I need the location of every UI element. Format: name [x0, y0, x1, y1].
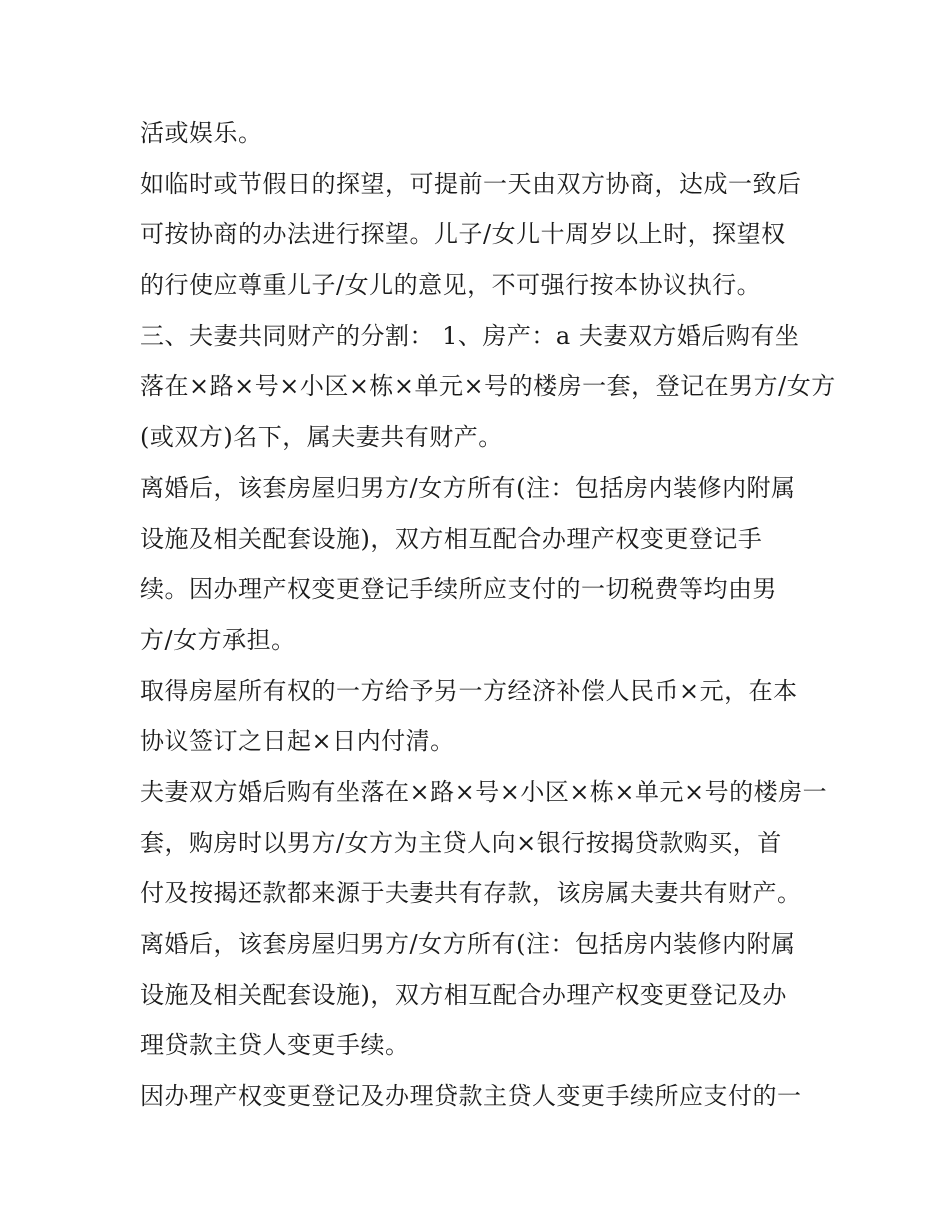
text-line: 可按协商的办法进行探望。儿子/女儿十周岁以上时，探望权 — [140, 220, 786, 249]
text-line: 夫妻双方婚后购有坐落在×路×号×小区×栋×单元×号的楼房一 — [140, 777, 828, 806]
document-body — [140, 108, 836, 1122]
text-line: 因办理产权变更登记及办理贷款主贷人变更手续所应支付的一 — [140, 1082, 802, 1111]
text-line: 协议签订之日起×日内付清。 — [140, 727, 455, 756]
text-line: 离婚后，该套房屋归男方/女方所有(注：包括房内装修内附属 — [140, 473, 796, 502]
text-line: 的行使应尊重儿子/女儿的意见，不可强行按本协议执行。 — [140, 271, 762, 300]
text-line: 方/女方承担。 — [140, 625, 296, 654]
text-line: 付及按揭还款都来源于夫妻共有存款，该房属夫妻共有财产。 — [140, 879, 802, 908]
text-line: 三、夫妻共同财产的分割： 1、房产：a 夫妻双方婚后购有坐 — [140, 321, 800, 350]
text-line: 取得房屋所有权的一方给予另一方经济补偿人民币×元，在本 — [140, 676, 798, 705]
text-line: 如临时或节假日的探望，可提前一天由双方协商，达成一致后 — [140, 169, 802, 198]
text-line: 续。因办理产权变更登记手续所应支付的一切税费等均由男 — [140, 575, 777, 604]
text-line: 设施及相关配套设施)，双方相互配合办理产权变更登记手 — [140, 524, 763, 553]
text-line: 设施及相关配套设施)，双方相互配合办理产权变更登记及办 — [140, 980, 787, 1009]
text-line: 理贷款主贷人变更手续。 — [140, 1031, 410, 1060]
text-line: 落在×路×号×小区×栋×单元×号的楼房一套，登记在男方/女方 — [140, 372, 836, 401]
text-line: 套，购房时以男方/女方为主贷人向×银行按揭贷款购买，首 — [140, 828, 782, 857]
text-line: 离婚后，该套房屋归男方/女方所有(注：包括房内装修内附属 — [140, 930, 796, 958]
text-line: 活或娱乐。 — [140, 119, 263, 147]
text-line: (或双方)名下，属夫妻共有财产。 — [140, 423, 503, 452]
